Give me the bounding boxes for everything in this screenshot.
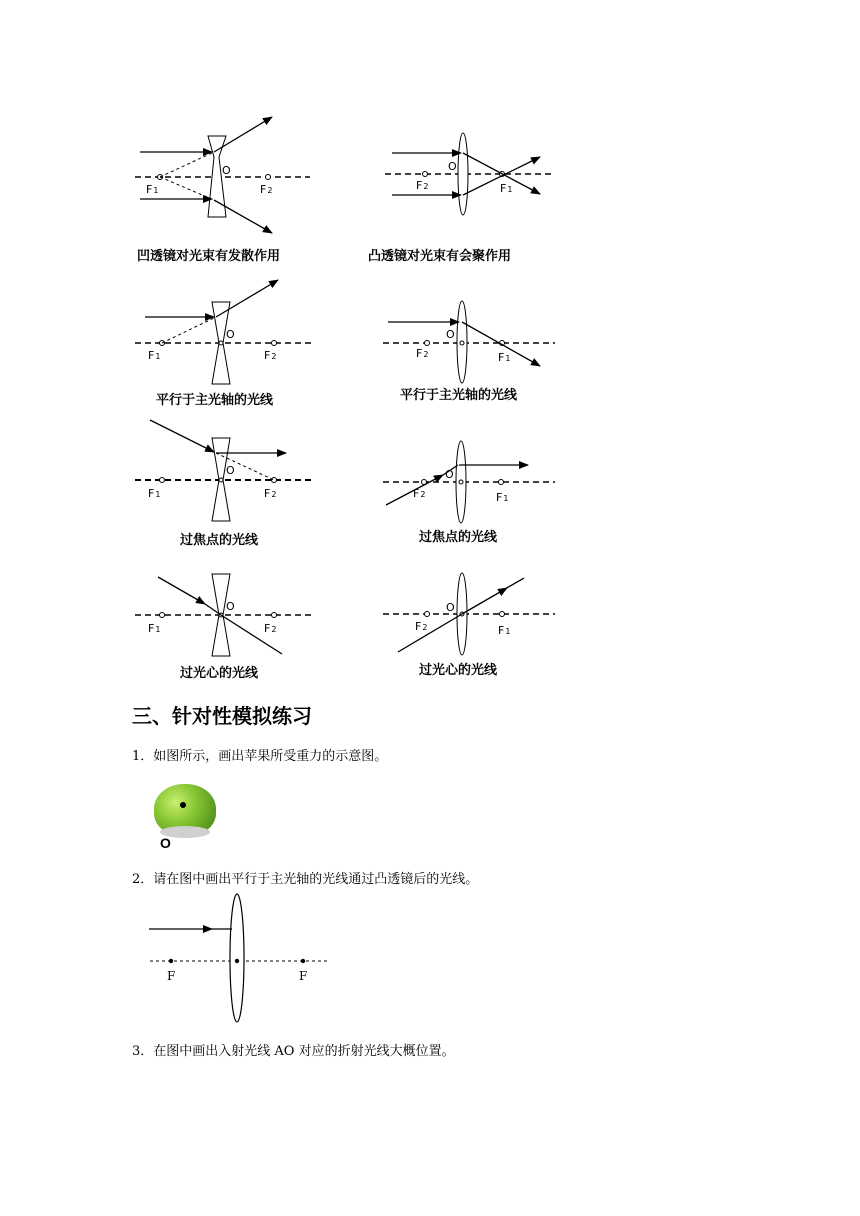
svg-text:F2: F2	[264, 622, 277, 635]
convex-center-diagram	[383, 573, 555, 655]
svg-text:O: O	[448, 160, 457, 173]
svg-text:F1: F1	[148, 349, 161, 362]
caption-concave-diverge: 凹透镜对光束有发散作用	[137, 249, 281, 264]
question-number: 3．	[132, 1044, 154, 1059]
optical-center-label: O	[222, 164, 231, 177]
concave-focus-diagram	[135, 420, 315, 521]
caption-convex-focus: 过焦点的光线	[419, 530, 498, 545]
section-title: 三、针对性模拟练习	[132, 704, 312, 728]
caption-convex-converge: 凸透镜对光束有会聚作用	[368, 249, 512, 264]
svg-text:F2: F2	[415, 620, 428, 633]
svg-text:F1: F1	[148, 622, 161, 635]
svg-text:F1: F1	[500, 182, 513, 195]
svg-text:F2: F2	[264, 349, 277, 362]
svg-text:F1: F1	[498, 624, 511, 637]
svg-text:O: O	[446, 328, 455, 341]
svg-text:F2: F2	[413, 487, 426, 500]
svg-text:F2: F2	[260, 183, 273, 196]
caption-concave-focus: 过焦点的光线	[180, 533, 259, 548]
concave-parallel-diagram	[135, 280, 315, 384]
q2-convex-lens-figure	[149, 894, 330, 1022]
svg-text:F1: F1	[498, 351, 511, 364]
svg-text:O: O	[226, 328, 235, 341]
svg-text:F: F	[167, 969, 176, 983]
question-text: 在图中画出入射光线 AO 对应的折射光线大概位置。	[153, 1044, 455, 1059]
apple-image	[154, 780, 216, 838]
question-1	[132, 745, 387, 764]
caption-concave-center: 过光心的光线	[180, 666, 259, 681]
svg-text:O: O	[226, 600, 235, 613]
convex-converge-diagram	[385, 133, 555, 215]
svg-text:F: F	[299, 969, 308, 983]
question-3	[132, 1040, 455, 1059]
caption-convex-center: 过光心的光线	[419, 663, 498, 678]
caption-convex-parallel: 平行于主光轴的光线	[400, 388, 518, 403]
svg-text:F2: F2	[264, 487, 277, 500]
question-number: 1．	[132, 749, 154, 764]
svg-text:O: O	[226, 464, 235, 477]
question-text: 如图所示，画出苹果所受重力的示意图。	[153, 749, 388, 764]
svg-text:F1: F1	[496, 491, 509, 504]
concave-center-diagram	[135, 574, 315, 656]
svg-text:F2: F2	[416, 179, 429, 192]
question-2	[132, 868, 478, 887]
caption-concave-parallel: 平行于主光轴的光线	[156, 393, 274, 408]
question-number: 2．	[132, 872, 154, 887]
apple-point-label: O	[160, 835, 171, 851]
convex-parallel-diagram	[383, 301, 555, 383]
convex-focus-diagram	[383, 441, 555, 523]
question-text: 请在图中画出平行于主光轴的光线通过凸透镜后的光线。	[153, 872, 479, 887]
center-of-gravity-dot	[180, 802, 186, 808]
svg-text:O: O	[446, 601, 455, 614]
svg-text:F1: F1	[148, 487, 161, 500]
svg-text:F1: F1	[146, 183, 159, 196]
svg-text:O: O	[445, 468, 454, 481]
svg-text:F2: F2	[416, 347, 429, 360]
concave-diverge-diagram	[135, 117, 310, 233]
